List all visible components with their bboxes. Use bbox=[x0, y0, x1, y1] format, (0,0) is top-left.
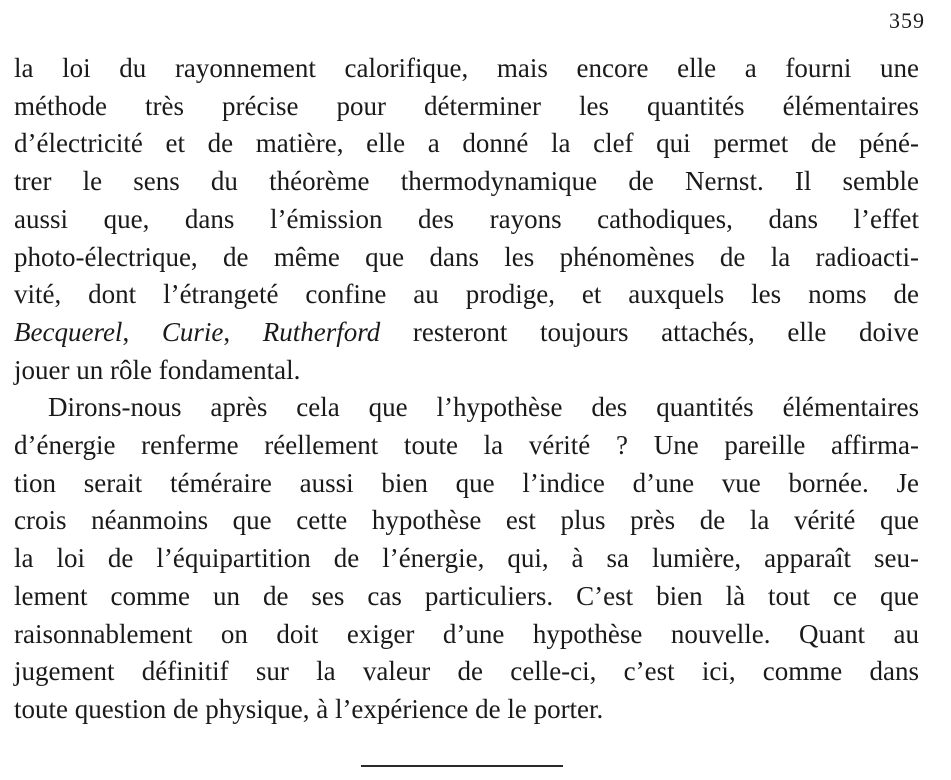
text-line: toute question de physique, à l’expérience de le porter. bbox=[14, 693, 604, 724]
body-text bbox=[14, 50, 919, 729]
text-line-names bbox=[14, 314, 919, 352]
paragraph-2 bbox=[14, 389, 919, 728]
name-becquerel: Becquerel bbox=[14, 316, 123, 347]
text-line: d’énergie renferme réellement toute la vérité ? Une pareille affirma- bbox=[14, 430, 919, 461]
separator: , bbox=[122, 316, 162, 347]
text-line: méthode très précise pour déterminer les quantités élémentaires bbox=[14, 90, 919, 121]
text-line: lement comme un de ses cas particuliers. C’est bien là tout ce que bbox=[14, 580, 919, 611]
text-line: trer le sens du théorème thermodynamique de Nernst. Il semble bbox=[14, 166, 919, 197]
text-line: jouer un rôle fondamental. bbox=[14, 354, 301, 385]
text-line: la loi de l’équipartition de l’énergie, qui, à sa lumière, apparaît seu- bbox=[14, 543, 919, 574]
name-curie: Curie bbox=[161, 316, 224, 347]
text-line: jugement définitif sur la valeur de celle-ci, c’est ici, comme dans bbox=[14, 656, 919, 687]
text-line: Dirons-nous après cela que l’hypothèse des quantités élémentaires bbox=[48, 392, 919, 423]
paragraph-1 bbox=[14, 50, 919, 389]
page-number: 359 bbox=[889, 8, 925, 33]
name-rutherford: Rutherford bbox=[262, 316, 381, 347]
text-line: d’électricité et de matière, elle a donné la clef qui permet de péné- bbox=[14, 128, 919, 159]
text-line: raisonnablement on doit exiger d’une hypothèse nouvelle. Quant au bbox=[14, 618, 919, 649]
text-line: aussi que, dans l’émission des rayons cathodiques, dans l’effet bbox=[14, 203, 919, 234]
text-line: photo-électrique, de même que dans les phénomènes de la radioacti- bbox=[14, 241, 919, 272]
text-line: la loi du rayonnement calorifique, mais encore elle a fourni une bbox=[14, 53, 919, 83]
text-line: crois néanmoins que cette hypothèse est plus près de la vérité que bbox=[14, 505, 919, 536]
text-line: tion serait téméraire aussi bien que l’indice d’une vue bornée. Je bbox=[14, 467, 919, 498]
separator: , bbox=[223, 316, 263, 347]
section-end-rule bbox=[361, 765, 563, 767]
text-line: vité, dont l’étrangeté confine au prodige, et auxquels les noms de bbox=[14, 279, 919, 310]
names-line-rest: resteront toujours attachés, elle doive bbox=[380, 316, 920, 347]
